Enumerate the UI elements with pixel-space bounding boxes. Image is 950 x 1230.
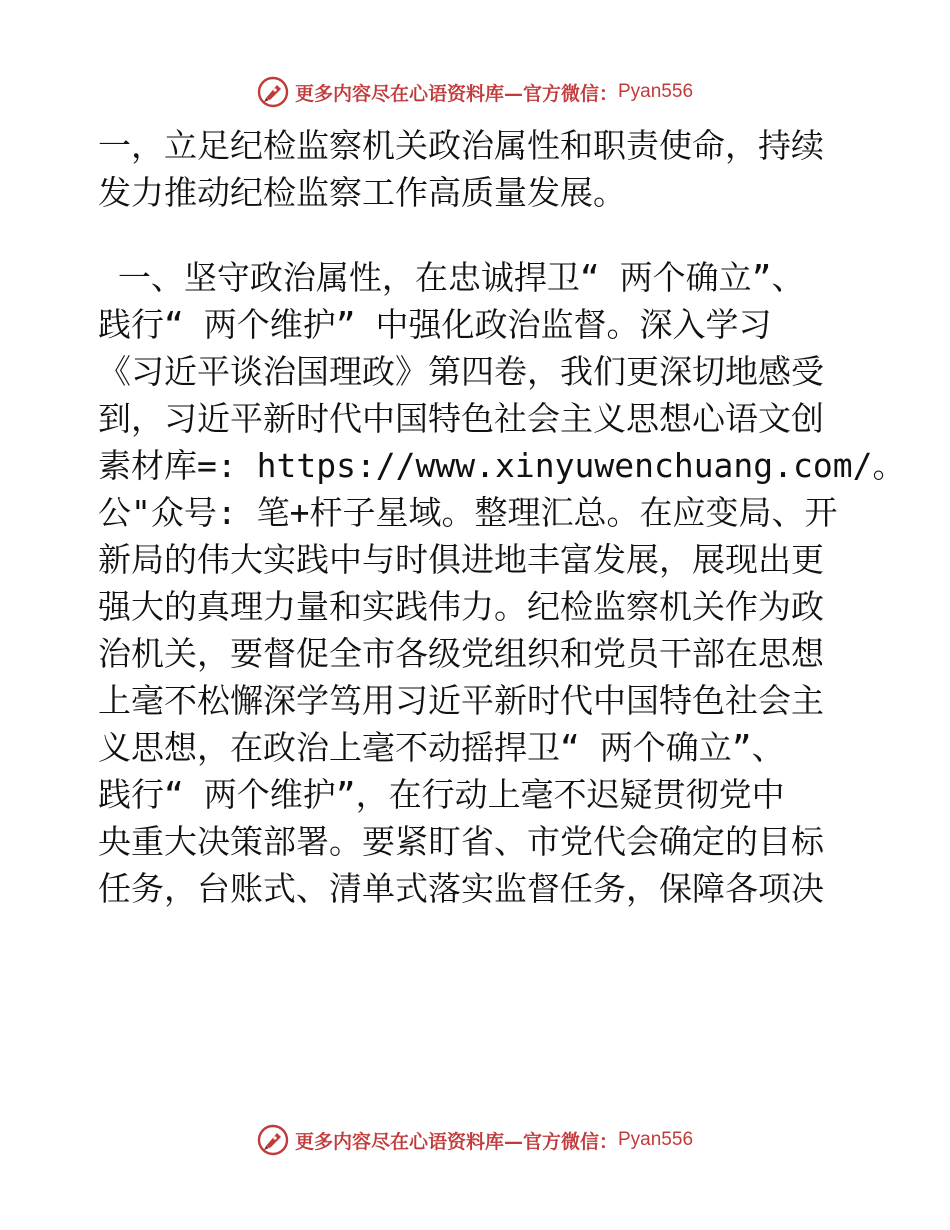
text-line: 新局的伟大实践中与时俱进地丰富发展，展现出更 (98, 540, 824, 579)
text-line: 上毫不松懈深学笃用习近平新时代中国特色社会主 (98, 681, 824, 720)
text-line: 践行“ 两个维护” 中强化政治监督。深入学习 (98, 305, 772, 344)
text-line: 央重大决策部署。要紧盯省、市党代会确定的目标 (98, 822, 824, 861)
text-line: 《习近平谈治国理政》第四卷，我们更深切地感受 (98, 352, 824, 391)
footer-banner (0, 1120, 950, 1160)
banner-text: 更多内容尽在心语资料库—官方微信： (294, 1130, 618, 1153)
text-line: 治机关，要督促全市各级党组织和党员干部在思想 (98, 634, 824, 673)
text-line: 素材库=: https://www.xinyuwenchuang.com/。 (98, 446, 906, 485)
body-paragraph (98, 254, 906, 912)
wechat-id: Pyan556 (618, 1129, 694, 1150)
header-banner (0, 72, 950, 112)
text-line: 践行“ 两个维护”，在行动上毫不迟疑贯彻党中 (98, 775, 785, 814)
document-body (98, 122, 906, 912)
text-line: 任务，台账式、清单式落实监督任务，保障各项决 (98, 869, 824, 908)
section-heading (98, 122, 858, 216)
heading-line: 发力推动纪检监察工作高质量发展。 (98, 173, 626, 212)
text-line: 一、坚守政治属性，在忠诚捍卫“ 两个确立”、 (98, 258, 805, 297)
pen-nib-logo-icon (257, 76, 289, 108)
text-line: 到，习近平新时代中国特色社会主义思想心语文创 (98, 399, 824, 438)
banner-text: 更多内容尽在心语资料库—官方微信： (294, 82, 618, 105)
heading-line: 一，立足纪检监察机关政治属性和职责使命，持续 (98, 126, 824, 165)
wechat-id: Pyan556 (618, 81, 694, 102)
pen-nib-logo-icon (257, 1124, 289, 1156)
text-line: 义思想，在政治上毫不动摇捍卫“ 两个确立”、 (98, 728, 785, 767)
text-line: 公"众号: 笔+杆子星域。整理汇总。在应变局、开 (98, 493, 838, 532)
text-line: 强大的真理力量和实践伟力。纪检监察机关作为政 (98, 587, 824, 626)
